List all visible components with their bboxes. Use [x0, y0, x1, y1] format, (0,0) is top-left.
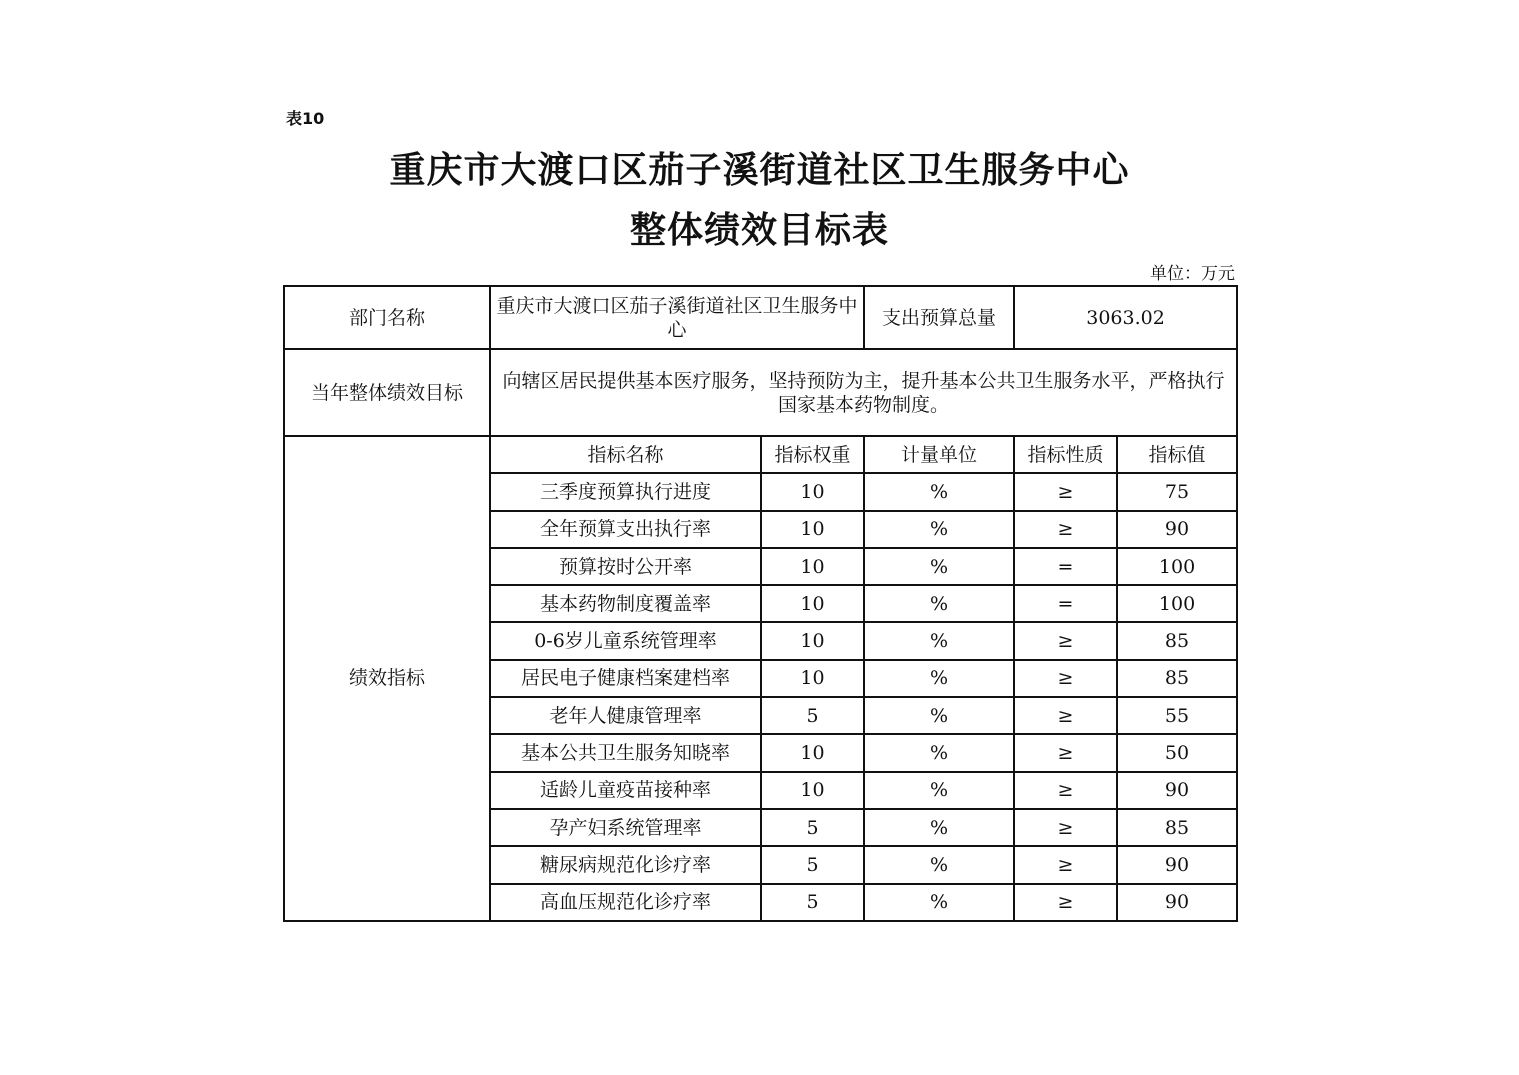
- goal-row: [284, 349, 1237, 436]
- indicator-nature: ≥: [1014, 622, 1117, 659]
- indicator-name: 基本药物制度覆盖率: [490, 585, 761, 622]
- page-subtitle: 整体绩效目标表: [629, 210, 889, 251]
- indicator-nature: ≥: [1014, 660, 1117, 697]
- indicator-weight: 10: [761, 585, 864, 622]
- indicator-value: 55: [1117, 697, 1237, 734]
- indicator-nature: ≥: [1014, 809, 1117, 846]
- indicator-value: 90: [1117, 846, 1237, 883]
- indicator-unit: %: [864, 772, 1014, 809]
- goal-label: 当年整体绩效目标: [284, 349, 490, 436]
- budget-value: 3063.02: [1014, 286, 1237, 349]
- indicator-unit: %: [864, 585, 1014, 622]
- indicator-header-row: [284, 436, 1237, 473]
- indicator-name: 预算按时公开率: [490, 548, 761, 585]
- indicator-name: 居民电子健康档案建档率: [490, 660, 761, 697]
- indicator-nature: ≥: [1014, 772, 1117, 809]
- dept-name: 重庆市大渡口区茄子溪街道社区卫生服务中心: [490, 286, 864, 349]
- indicator-nature: ≥: [1014, 473, 1117, 510]
- budget-label: 支出预算总量: [864, 286, 1014, 349]
- indicator-value: 85: [1117, 660, 1237, 697]
- indicator-unit: %: [864, 846, 1014, 883]
- indicator-unit: %: [864, 734, 1014, 771]
- indicator-weight: 10: [761, 473, 864, 510]
- indicator-unit: %: [864, 697, 1014, 734]
- header-value: 指标值: [1117, 436, 1237, 473]
- indicator-weight: 5: [761, 846, 864, 883]
- indicator-unit: %: [864, 884, 1014, 921]
- indicator-value: 85: [1117, 809, 1237, 846]
- indicator-weight: 10: [761, 660, 864, 697]
- indicator-name: 基本公共卫生服务知晓率: [490, 734, 761, 771]
- indicator-unit: %: [864, 473, 1014, 510]
- indicator-name: 老年人健康管理率: [490, 697, 761, 734]
- indicator-name: 糖尿病规范化诊疗率: [490, 846, 761, 883]
- indicator-name: 孕产妇系统管理率: [490, 809, 761, 846]
- indicator-weight: 10: [761, 511, 864, 548]
- dept-label: 部门名称: [284, 286, 490, 349]
- indicator-weight: 5: [761, 697, 864, 734]
- header-nature: 指标性质: [1014, 436, 1117, 473]
- performance-table: [283, 285, 1238, 922]
- indicator-value: 85: [1117, 622, 1237, 659]
- page-title: 重庆市大渡口区茄子溪街道社区卫生服务中心: [389, 150, 1130, 191]
- indicator-value: 50: [1117, 734, 1237, 771]
- indicator-nature: =: [1014, 548, 1117, 585]
- indicator-name: 适龄儿童疫苗接种率: [490, 772, 761, 809]
- indicator-unit: %: [864, 809, 1014, 846]
- indicator-value: 75: [1117, 473, 1237, 510]
- header-name: 指标名称: [490, 436, 761, 473]
- indicator-name: 0-6岁儿童系统管理率: [490, 622, 761, 659]
- indicator-name: 全年预算支出执行率: [490, 511, 761, 548]
- indicators-label: 绩效指标: [284, 436, 490, 921]
- indicator-value: 100: [1117, 585, 1237, 622]
- header-weight: 指标权重: [761, 436, 864, 473]
- goal-text: 向辖区居民提供基本医疗服务，坚持预防为主，提升基本公共卫生服务水平，严格执行国家基本药物制度。: [490, 349, 1237, 436]
- indicator-weight: 10: [761, 622, 864, 659]
- unit-label: 单位：万元: [1150, 264, 1235, 284]
- indicator-weight: 10: [761, 734, 864, 771]
- dept-row: [284, 286, 1237, 349]
- indicator-nature: ≥: [1014, 511, 1117, 548]
- indicator-value: 90: [1117, 772, 1237, 809]
- header-unit: 计量单位: [864, 436, 1014, 473]
- indicator-value: 90: [1117, 511, 1237, 548]
- indicator-unit: %: [864, 548, 1014, 585]
- indicator-nature: ≥: [1014, 697, 1117, 734]
- indicator-name: 高血压规范化诊疗率: [490, 884, 761, 921]
- table-number: 表10: [286, 109, 325, 128]
- indicator-nature: ≥: [1014, 884, 1117, 921]
- indicator-name: 三季度预算执行进度: [490, 473, 761, 510]
- indicator-nature: =: [1014, 585, 1117, 622]
- indicator-nature: ≥: [1014, 734, 1117, 771]
- indicator-value: 100: [1117, 548, 1237, 585]
- indicator-unit: %: [864, 622, 1014, 659]
- indicator-weight: 10: [761, 548, 864, 585]
- indicator-weight: 5: [761, 884, 864, 921]
- indicator-nature: ≥: [1014, 846, 1117, 883]
- indicator-unit: %: [864, 511, 1014, 548]
- indicator-weight: 5: [761, 809, 864, 846]
- indicator-weight: 10: [761, 772, 864, 809]
- indicator-value: 90: [1117, 884, 1237, 921]
- indicator-unit: %: [864, 660, 1014, 697]
